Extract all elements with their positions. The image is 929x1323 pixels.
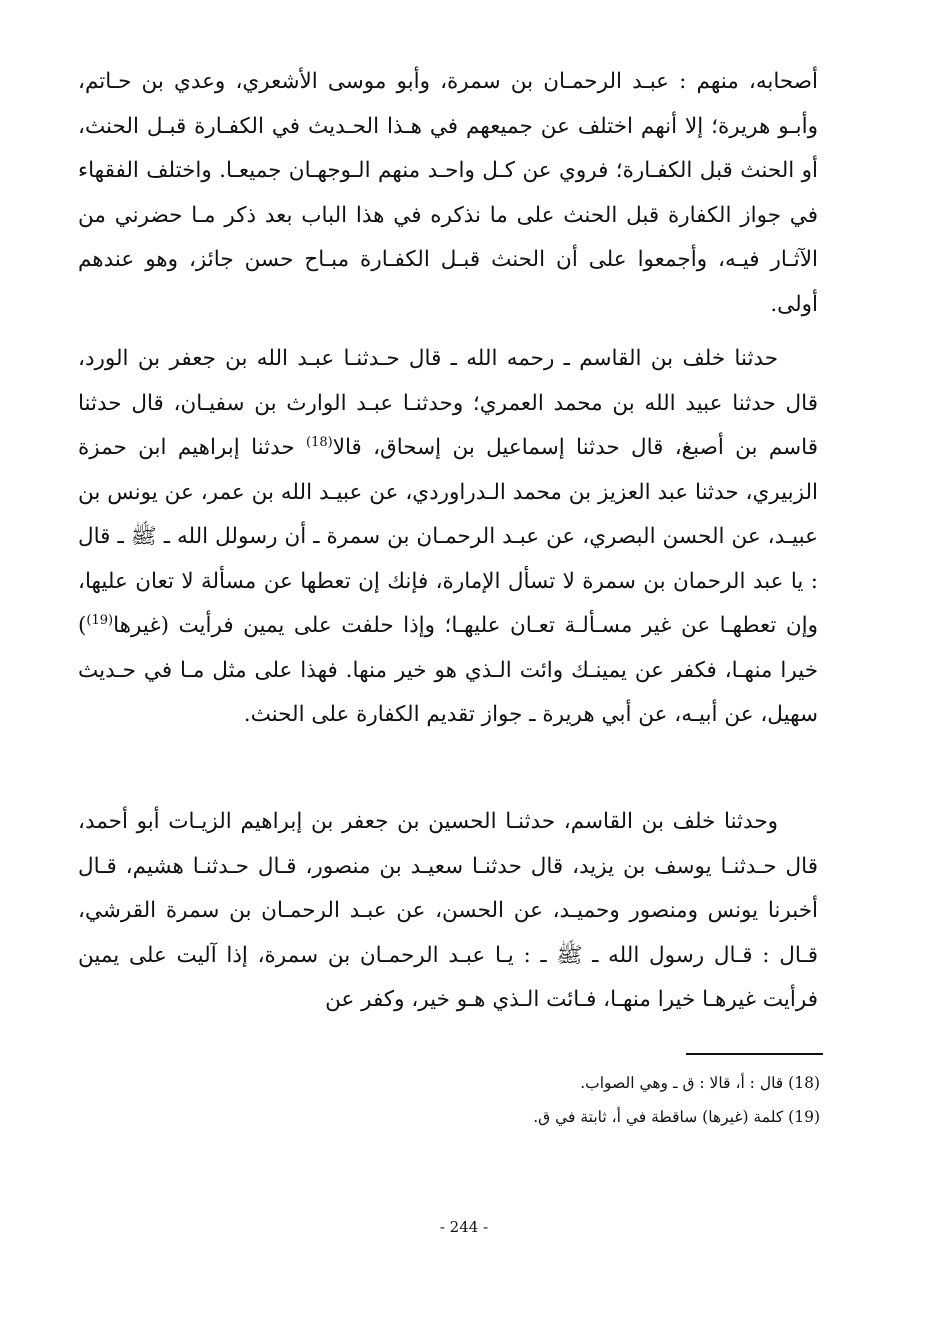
page-number: - 244 - [439,1218,489,1236]
footnote-18: (18) قال : أ، قالا : ق ـ وهي الصواب. [580,1074,820,1092]
main-text-block-1 [78,60,818,327]
paragraph-2 [78,337,818,738]
footnotes-section [300,1066,820,1134]
footnote-divider [686,1053,823,1055]
paragraph-3: وحدثنا خلف بن القاسم، حدثنـا الحسين بن جعفر بن إبراهيم الزيـات أبو أحمد، قال حـدثنـا يوسف بن يزيد، قال حدثنـا سعيـد بن منصور، قـال حـدثنـا هشيم، قـال أخبرنا يونس ومنصور وحميـد، عن الحسن، عن عبـد الرحمـان بن سمرة القرشي، قـال : قـال رسول الله ـ ﷺ ـ : يـا عبـد الرحمـان بن سمرة، إذا آليت على يمين فرأيت غيرهـا خيرا منهـا، فـائت الـذي هـو خير، وكفر عن [78,809,818,1012]
main-text-block-3 [78,800,818,1023]
paragraph-2-part-1: حدثنا خلف بن القاسم ـ رحمه الله ـ قال حـدثنـا عبـد الله بن جعفر بن الورد، قال حدثنا عبيد الله بن محمد العمري؛ وحدثنـا عبـد الوارث بن سفيـان، قال حدثنا قاسم بن أصبغ، قال حدثنا إسماعيل بن إسحاق، قالا [78,346,818,460]
footnote-19: (19) كلمة (غيرها) ساقطة في أ، ثابتة في ق. [533,1108,820,1126]
main-text-block-2 [78,337,818,738]
paragraph-1: أصحابه، منهم : عبـد الرحمـان بن سمرة، وأبو موسى الأشعري، وعدي بن حـاتم، وأبـو هريرة؛ إلا أنهم اختلف عن جميعهم في هـذا الحـديث في الكفـارة قبـل الحنث، أو الحنث قبل الكفـارة؛ فروي عن كـل واحـد منهم الـوجهـان جميعـا. واختلف الفقهاء في جواز الكفارة قبل الحنث على ما نذكره في هذا الباب بعد ذكر مـا حضرني من الآثـار فيـه، وأجمعوا على أن الحنث قبـل الكفـارة مبـاح حسن جائز، وهو عندهم أولى. [78,69,818,317]
footnote-marker-19[interactable]: (19) [86,612,114,628]
footnote-marker-18[interactable]: (18) [306,434,333,450]
paragraph-2-part-2: حدثنا إبراهيم ابن حمزة الزبيري، حدثنا عبد العزيز بن محمد الـدراوردي، عن عبيـد الله بن عمر، عن يونس بن عبيـد، عن الحسن البصري، عن عبـد الرحمـان بن سمرة ـ أن رسولل الله ـ ﷺ ـ قال : يا عبد الرحمان بن سمرة لا تسأل الإمارة، فإنك إن تعطها عن مسألة لا تعان عليها، وإن تعطهـا عن غير مسـألـة تعـان عليهـا؛ وإذا حلفت على يمين فرأيت (غيرها [78,435,818,638]
paragraph-2-part-3: ) خيرا منهـا، فكفر عن يمينـك وائت الـذي هو خير منها. فهذا على مثل مـا في حـديث سهيل، عن أبيـه، عن أبي هريرة ـ جواز تقديم الكفارة على الحنث. [78,613,818,727]
